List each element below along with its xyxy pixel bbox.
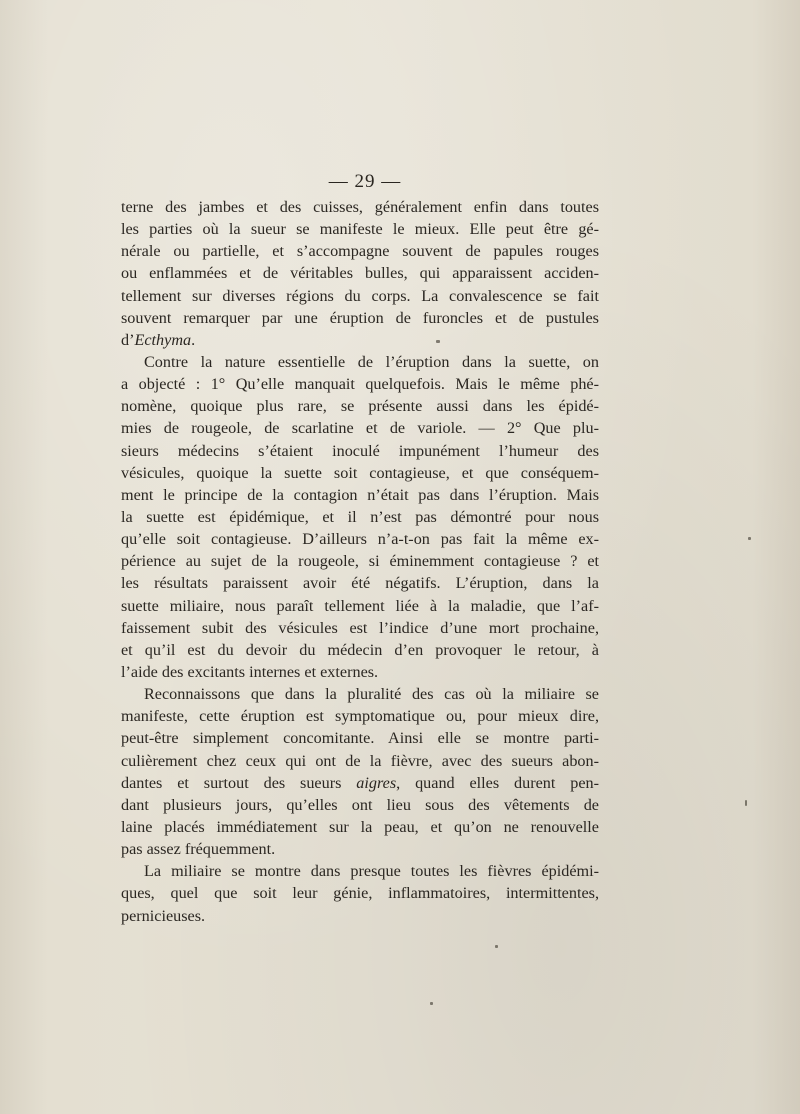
text-line: vésicules, quoique la suette soit contagieuse, et que conséquem-: [121, 463, 599, 482]
text-line: La miliaire se montre dans presque toutes les fièvres épidémi-: [144, 862, 599, 881]
text-line: souvent remarquer par une éruption de furoncles et de pustules: [121, 308, 599, 327]
body-text: [121, 196, 599, 927]
text-line: Contre la nature essentielle de l’éruption dans la suette, on: [144, 352, 599, 371]
paper-speck: [745, 800, 747, 806]
text-line: les parties où la sueur se manifeste le mieux. Elle peut être gé-: [121, 220, 599, 239]
text-line: manifeste, cette éruption est symptomatique ou, pour mieux dire,: [121, 707, 599, 726]
paper-speck: [430, 1002, 433, 1005]
text-line: périence au sujet de la rougeole, si éminemment contagieuse ? et: [121, 552, 599, 571]
text-line-aigres: [121, 772, 599, 794]
text-line: ques, quel que soit leur génie, inflammatoires, intermittentes,: [121, 884, 599, 903]
text-line: dant plusieurs jours, qu’elles ont lieu sous des vêtements de: [121, 795, 599, 814]
text-line: les résultats paraissent avoir été négatifs. L’éruption, dans la: [121, 574, 599, 593]
text-line: nérale ou partielle, et s’accompagne souvent de papules rouges: [121, 242, 599, 261]
text-line: ou enflammées et de véritables bulles, qui apparaissent acciden-: [121, 264, 599, 283]
text-line: pas assez fréquemment.: [121, 840, 276, 859]
text-line: Reconnaissons que dans la pluralité des cas où la miliaire se: [144, 685, 599, 704]
text-line: nomène, quoique plus rare, se présente aussi dans les épidé-: [121, 397, 599, 416]
aigres-word: aigres: [356, 773, 397, 792]
page-number: — 29 —: [328, 171, 402, 192]
text-line: faissement subit des vésicules est l’indice d’une mort prochaine,: [121, 618, 599, 637]
paper-speck: [748, 537, 751, 540]
paper-speck: [495, 945, 498, 948]
text-line-ecthyma: [121, 329, 599, 351]
text-line: ment le principe de la contagion n’était pas dans l’éruption. Mais: [121, 485, 599, 504]
text-line: suette miliaire, nous paraît tellement liée à la maladie, que l’af-: [121, 596, 599, 615]
text-line: pernicieuses.: [121, 906, 206, 925]
text-line: tellement sur diverses régions du corps. La convalescence se fait: [121, 286, 599, 305]
paper-speck: [436, 340, 440, 343]
ecthyma-word: Ecthyma: [134, 330, 192, 349]
text-line: mies de rougeole, de scarlatine et de variole. — 2° Que plu-: [121, 419, 599, 438]
ecthyma-suffix: .: [191, 330, 196, 349]
text-line: a objecté : 1° Qu’elle manquait quelquefois. Mais le même phé-: [121, 375, 599, 394]
text-line: sieurs médecins s’étaient inoculé impunément l’humeur des: [121, 441, 599, 460]
text-line: culièrement chez ceux qui ont de la fièvre, avec des sueurs abon-: [121, 751, 599, 770]
text-line: qu’elle soit contagieuse. D’ailleurs n’a-t-on pas fait la même ex-: [121, 530, 599, 549]
ecthyma-prefix: d’: [121, 330, 135, 349]
text-line: terne des jambes et des cuisses, généralement enfin dans toutes: [121, 198, 599, 216]
text-line: laine placés immédiatement sur la peau, et qu’on ne renouvelle: [121, 817, 599, 836]
aigres-after: , quand elles durent pen-: [396, 773, 600, 792]
text-line: et qu’il est du devoir du médecin d’en provoquer le retour, à: [121, 640, 599, 659]
text-line: la suette est épidémique, et il n’est pas démontré pour nous: [121, 507, 599, 526]
aigres-before: dantes et surtout des sueurs: [121, 773, 342, 792]
text-line: l’aide des excitants internes et externes.: [121, 662, 379, 681]
text-line: peut-être simplement concomitante. Ainsi elle se montre parti-: [121, 729, 599, 748]
